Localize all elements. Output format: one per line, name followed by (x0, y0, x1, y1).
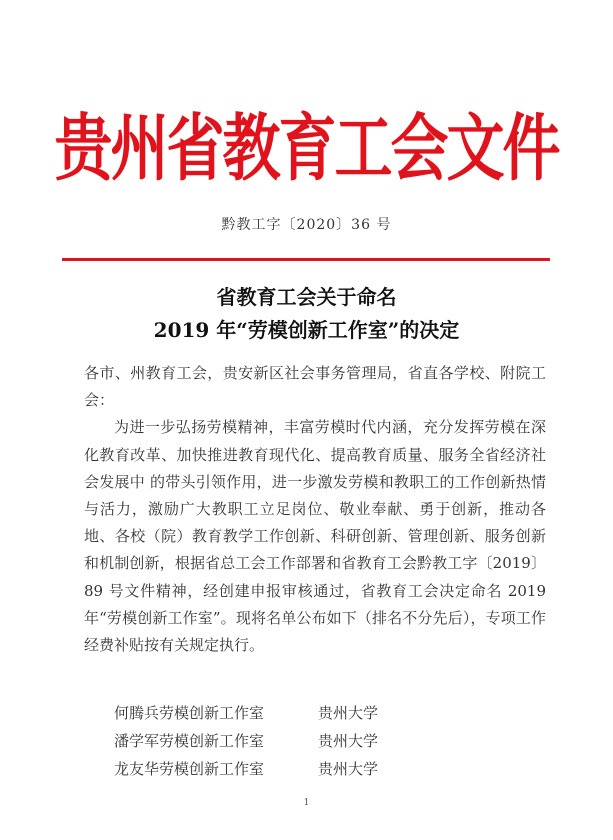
list-item (114, 699, 534, 727)
red-divider-line (62, 258, 550, 261)
studio-unit: 贵州大学 (318, 704, 379, 722)
document-number: 黔教工字〔2020〕36 号 (221, 217, 392, 233)
studio-name: 潘学军劳模创新工作室 (114, 732, 265, 750)
body-paragraph: 为进一步弘扬劳模精神，丰富劳模时代内涵，充分发挥劳模在深化教育改革、加快推进教育现代化、提高教育质量、服务全省经济社会发展中 的带头引领作用，进一步激发劳模和教职工的工作创新热情与活力，激励广大教职工立足岗位、敬业奉献、勇于创新，推动各地、各校（院）教育教学工作创新、科研创新、管理创新、服务创新和机制创新，根据省总工会工作部署和省教育工会黔教工字〔2019〕89 号文件精神，经创建申报审核通过，省教育工会决定命名 2019 年“劳模创新工作室”。现将名单公布如下（排名不分先后），专项工作经费补贴按有关规定执行。 (84, 418, 546, 655)
subject-line-2: 2019 年“劳模创新工作室”的决定 (153, 318, 460, 342)
studio-unit: 贵州大学 (318, 732, 379, 750)
studio-list (114, 699, 534, 783)
studio-unit: 贵州大学 (318, 760, 379, 778)
document-body (84, 360, 546, 659)
studio-name: 何腾兵劳模创新工作室 (114, 704, 265, 722)
addressee: 各市、州教育工会，贵安新区社会事务管理局，省直各学校、附院工会： (84, 364, 546, 410)
document-subject (0, 281, 613, 347)
list-item (114, 727, 534, 755)
document-header-title: 贵州省教育工会文件 (54, 105, 559, 191)
list-item (114, 755, 534, 783)
studio-name: 龙友华劳模创新工作室 (114, 760, 265, 778)
subject-line-1: 省教育工会关于命名 (216, 285, 397, 309)
page-number: 1 (303, 798, 310, 808)
